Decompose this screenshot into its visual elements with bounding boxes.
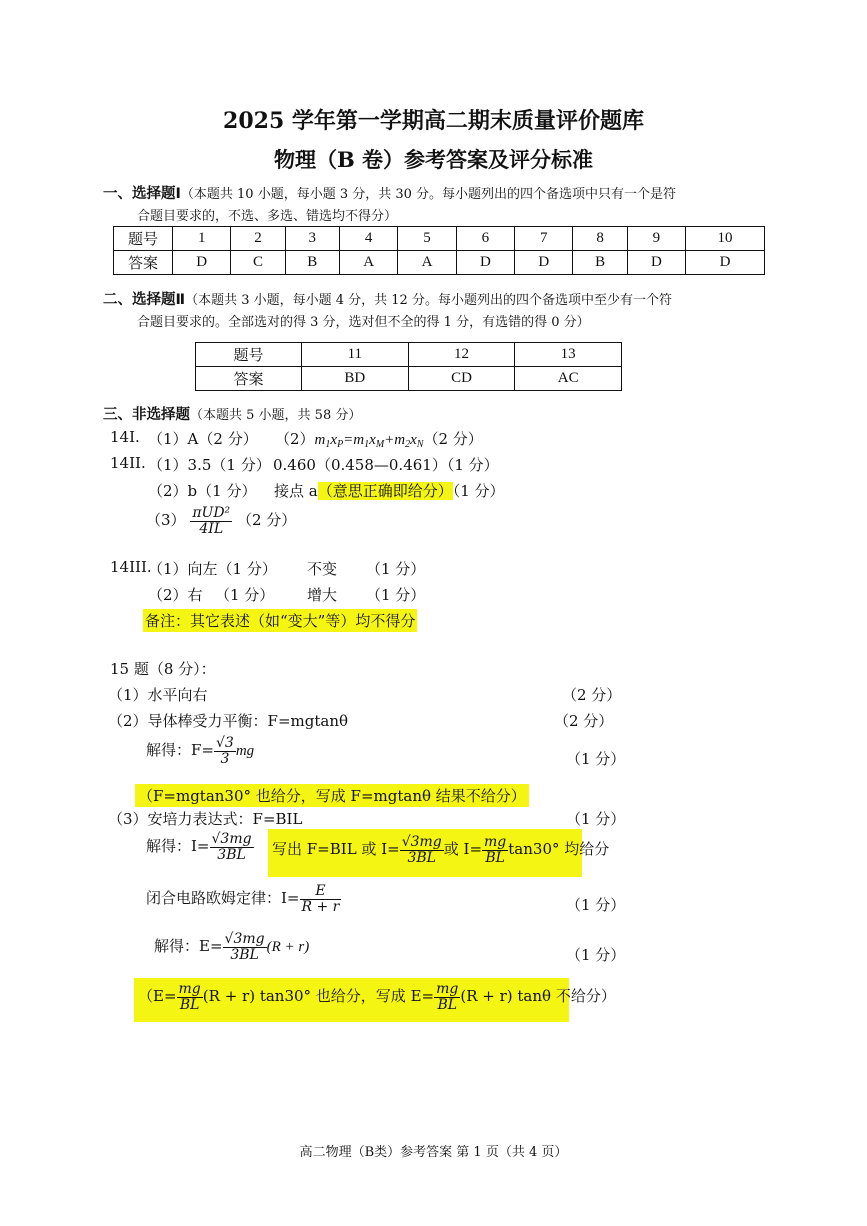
q15-final-b: (R + r) tan30° 也给分，写成 E= — [202, 987, 435, 1006]
fraction-denominator: R + r — [301, 898, 340, 915]
q14-1-label: 14I. — [110, 428, 140, 446]
q14-2-part3 — [146, 506, 296, 536]
table-cell: 6 — [456, 227, 514, 251]
q15-final-c: (R + r) tanθ 不给分） — [460, 987, 616, 1006]
row-label: 题号 — [196, 343, 302, 367]
q14-3-r1c: （1 分） — [366, 560, 426, 578]
section1-desc1: （本题共 10 小题，每小题 3 分，共 30 分。每小题列出的四个备选项中只有一个是符 — [180, 187, 677, 202]
section3-heading: 三、非选择题 — [103, 407, 190, 423]
table-cell: D — [686, 251, 765, 275]
fraction-numerator: πUD² — [192, 505, 231, 521]
fraction-denominator: 3BL — [407, 849, 436, 866]
q14-2-label: 14II. — [110, 454, 146, 472]
q15-p3: （3）安培力表达式：F=BIL — [108, 810, 303, 828]
q15-e-solve-label: 解得：E= — [154, 937, 223, 956]
fraction-denominator: BL — [179, 996, 200, 1013]
table-row — [114, 251, 765, 275]
q15-p3-note — [272, 835, 609, 865]
section2-answer-table — [195, 342, 622, 391]
fraction-denominator: 4IL — [199, 520, 224, 537]
q14-3-r2a2: （1 分） — [215, 586, 275, 604]
section3-heading-line — [103, 403, 361, 424]
q14-2-highlight: （意思正确即给分） — [317, 482, 453, 500]
fraction-numerator: √3mg — [401, 834, 442, 850]
table-row — [196, 343, 622, 367]
table-cell: 10 — [686, 227, 765, 251]
table-cell: 2 — [231, 227, 285, 251]
q15-final-a: （E= — [138, 987, 177, 1006]
table-cell: D — [173, 251, 231, 275]
fraction-denominator: 3BL — [230, 946, 259, 963]
table-cell: D — [515, 251, 573, 275]
q15-p3-score: （1 分） — [566, 810, 626, 828]
table-cell: CD — [408, 367, 515, 391]
page-title: 2025 学年第一学期高二期末质量评价题库 — [223, 108, 644, 134]
q15-p2-fraction — [214, 736, 236, 766]
section2-desc2: 合题目要求的。全部选对的得 3 分，选对但不全的得 1 分，有选错的得 0 分） — [137, 315, 590, 330]
q15-p2-solve-label: 解得：F= — [146, 741, 214, 760]
fraction-numerator: √3mg — [224, 931, 265, 947]
table-cell: B — [573, 251, 627, 275]
row-label: 题号 — [114, 227, 173, 251]
q15-p2-note: （F=mgtan30° 也给分，写成 F=mgtanθ 结果不给分） — [135, 784, 529, 807]
q14-1-part2 — [275, 428, 483, 450]
table-cell: 13 — [515, 343, 622, 367]
table-cell: 4 — [339, 227, 397, 251]
fraction-numerator: √3mg — [211, 831, 252, 847]
page-footer: 高二物理（B类）参考答案 第 1 页（共 4 页） — [299, 1145, 568, 1160]
q14-2-part1b: 0.460（0.458—0.461）（1 分） — [273, 456, 499, 474]
section2-heading: 二、选择题Ⅱ — [103, 292, 186, 308]
q15-final-fraction1 — [177, 982, 203, 1012]
q14-3-note: 备注：其它表述（如“变大”等）均不得分 — [143, 609, 417, 632]
fraction-numerator: E — [300, 884, 342, 900]
q14-2-part2b-prefix: 接点 a — [274, 482, 318, 500]
q14-1-part2-prefix: （2） — [275, 430, 315, 448]
q14-2-fraction — [190, 506, 232, 536]
q14-2-part3-prefix: （3） — [146, 511, 186, 530]
table-cell: 9 — [627, 227, 685, 251]
q15-p3-note-b: 或 I= — [443, 840, 483, 859]
q15-header: 15 题（8 分）： — [110, 660, 216, 678]
q14-3-label: 14III. — [110, 558, 152, 576]
q14-2-part3-score: （2 分） — [236, 511, 297, 530]
q15-e-solve — [154, 932, 309, 962]
section2-heading-line — [103, 288, 672, 309]
q15-p3-solve-label: 解得：I= — [146, 837, 210, 856]
table-cell: A — [398, 251, 456, 275]
q15-p2-score: （2 分） — [554, 712, 614, 730]
q15-ohm-fraction — [300, 884, 342, 914]
table-cell: BD — [302, 367, 409, 391]
fraction-numerator: √3 — [215, 735, 234, 751]
q15-p1-score: （2 分） — [562, 686, 622, 704]
table-cell: D — [627, 251, 685, 275]
q14-1-part2-score: （2 分） — [423, 430, 483, 448]
table-cell: C — [231, 251, 285, 275]
q14-2-part2b-score: （1 分） — [452, 482, 505, 500]
section1-desc2: 合题目要求的，不选、多选、错选均不得分） — [137, 209, 398, 224]
section1-answer-table — [113, 226, 765, 275]
row-label: 答案 — [196, 367, 302, 391]
q15-p2: （2）导体棒受力平衡：F=mgtanθ — [108, 712, 349, 730]
q15-e-score: （1 分） — [566, 946, 626, 964]
q15-p3-fraction — [210, 832, 254, 862]
q15-p3-note-a: 写出 F=BIL 或 I= — [272, 840, 400, 859]
fraction-denominator: BL — [485, 849, 505, 866]
fraction-numerator: mg — [484, 834, 507, 850]
q15-p2-solve-score: （1 分） — [566, 750, 626, 768]
q15-p2-tail: mg — [235, 743, 255, 760]
q15-ohm — [146, 884, 341, 914]
q15-ohm-label: 闭合电路欧姆定律：I= — [146, 889, 300, 908]
section1-heading: 一、选择题Ⅰ — [103, 186, 181, 202]
q14-1-part1: （1）A（2 分） — [148, 430, 258, 448]
row-label: 答案 — [114, 251, 173, 275]
q14-3-r2c: （1 分） — [366, 586, 426, 604]
q14-1-formula: $m_1x_P=m_1x_M+m_2x_N$ — [314, 432, 424, 450]
table-cell: 5 — [398, 227, 456, 251]
q15-p3-note-fraction2 — [482, 835, 508, 865]
q14-2-part1: （1）3.5（1 分） — [148, 456, 271, 474]
q14-3-r1a: （1）向左（1 分） — [148, 560, 277, 578]
section3-desc: （本题共 5 小题，共 58 分） — [190, 408, 362, 423]
q15-ohm-score: （1 分） — [566, 896, 626, 914]
page-subtitle: 物理（B 卷）参考答案及评分标准 — [273, 147, 594, 172]
table-row — [114, 227, 765, 251]
q15-final-note — [138, 982, 616, 1012]
table-cell: AC — [515, 367, 622, 391]
table-cell: 11 — [302, 343, 409, 367]
q14-2-part2b — [274, 480, 505, 501]
q15-p3-note-c: tan30° 均给分 — [508, 840, 610, 859]
section2-desc1: （本题共 3 小题，每小题 4 分，共 12 分。每小题列出的四个备选项中至少有一个符 — [185, 293, 672, 308]
table-row — [196, 367, 622, 391]
table-cell: 7 — [515, 227, 573, 251]
fraction-denominator: BL — [437, 996, 458, 1013]
table-cell: 3 — [285, 227, 339, 251]
q15-p2-solve — [146, 736, 254, 766]
q15-p3-solve — [146, 832, 254, 862]
table-cell: 8 — [573, 227, 627, 251]
fraction-numerator: mg — [178, 981, 201, 997]
q14-3-r2a: （2）右 — [148, 586, 203, 604]
fraction-denominator: 3BL — [217, 846, 246, 863]
table-cell: D — [456, 251, 514, 275]
q15-p3-note-fraction1 — [400, 835, 444, 865]
fraction-denominator: 3 — [220, 750, 230, 767]
q14-2-part2a: （2）b（1 分） — [148, 482, 257, 500]
fraction-numerator: mg — [436, 981, 459, 997]
q15-final-fraction2 — [434, 982, 460, 1012]
q14-3-r1b: 不变 — [307, 560, 338, 578]
table-cell: 1 — [173, 227, 231, 251]
table-cell: A — [339, 251, 397, 275]
q15-e-fraction — [223, 932, 267, 962]
q15-p1: （1）水平向右 — [108, 686, 208, 704]
table-cell: B — [285, 251, 339, 275]
section1-heading-line — [103, 182, 676, 203]
q14-3-r2b: 增大 — [307, 586, 338, 604]
q15-e-tail: (R + r) — [266, 939, 310, 956]
table-cell: 12 — [408, 343, 515, 367]
